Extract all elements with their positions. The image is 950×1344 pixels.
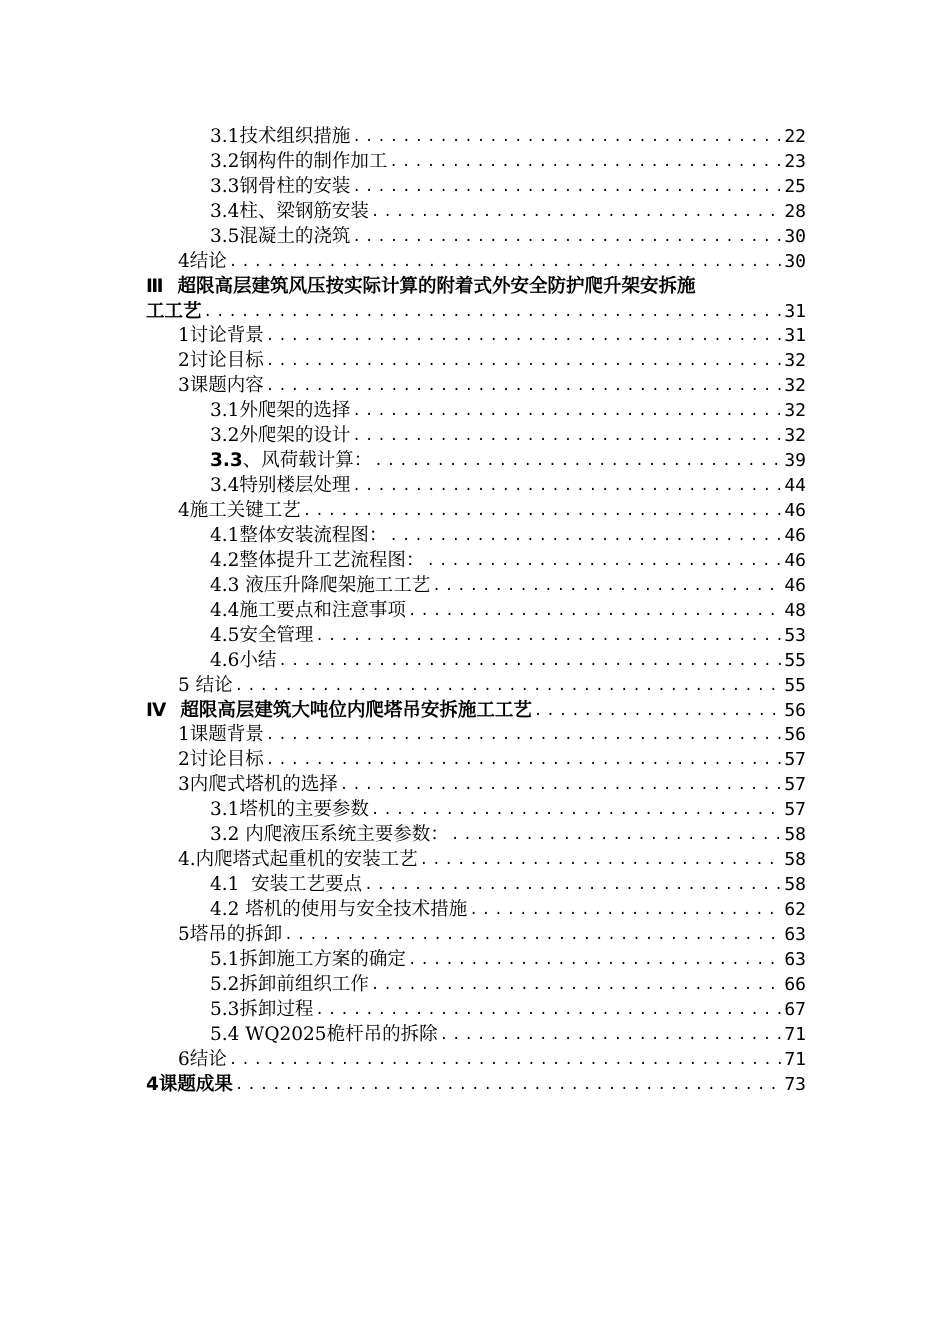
- dot-leader: [278, 649, 782, 673]
- toc-page-number: 58: [784, 874, 806, 896]
- dot-leader: [371, 973, 782, 997]
- toc-entry[interactable]: [146, 548, 806, 573]
- toc-entry-title: 2讨论目标: [178, 749, 264, 771]
- toc-entry-title: 4.4施工要点和注意事项: [210, 599, 406, 621]
- toc-page-number: 25: [784, 175, 806, 197]
- toc-page-number: 31: [784, 300, 806, 322]
- toc-entry-title: 3.4特别楼层处理: [210, 475, 351, 497]
- toc-page-number: 71: [784, 1048, 806, 1070]
- toc-entry-number: 3.3: [210, 450, 243, 472]
- toc-entry[interactable]: [146, 448, 806, 473]
- dot-leader: [432, 574, 782, 598]
- dot-leader: [340, 773, 783, 797]
- toc-page-number: 32: [784, 425, 806, 447]
- toc-entry-title: 4.内爬塔式起重机的安装工艺: [178, 849, 418, 871]
- toc-entry[interactable]: [146, 897, 806, 922]
- toc-entry[interactable]: [146, 124, 806, 149]
- toc-entry-title: 5 结论: [178, 674, 233, 696]
- toc-page-number: 66: [784, 973, 806, 995]
- toc-page-number: 56: [784, 699, 806, 721]
- toc-page-number: 23: [784, 150, 806, 172]
- toc-entry-title: 4.6小结: [210, 649, 277, 671]
- toc-entry[interactable]: [146, 199, 806, 224]
- toc-entry-title: 4.2 塔机的使用与安全技术措施: [210, 899, 468, 920]
- toc-page-number: 46: [784, 500, 806, 521]
- toc-chapter-entry[interactable]: [146, 274, 806, 299]
- toc-entry[interactable]: [146, 573, 806, 598]
- toc-page-number: 57: [784, 774, 806, 796]
- toc-entry-title: 3内爬式塔机的选择: [178, 774, 338, 796]
- toc-entry[interactable]: [146, 498, 806, 523]
- dot-leader: [374, 449, 782, 473]
- toc-entry[interactable]: [146, 648, 806, 673]
- toc-entry[interactable]: [146, 149, 806, 174]
- toc-entry-title: 3.2 内爬液压系统主要参数：: [210, 824, 449, 846]
- toc-page-number: 63: [784, 948, 806, 970]
- dot-leader: [352, 399, 782, 423]
- toc-page-number: 67: [784, 998, 806, 1020]
- toc-page-number: 58: [784, 824, 806, 846]
- toc-page-number: 32: [784, 400, 806, 422]
- dot-leader: [352, 175, 782, 199]
- toc-entry-title: 4.2整体提升工艺流程图：: [210, 549, 425, 571]
- dot-leader: [534, 699, 782, 723]
- toc-page-number: 56: [784, 724, 806, 746]
- toc-page-number: 71: [784, 1023, 806, 1045]
- toc-page-number: 55: [784, 649, 806, 671]
- dot-leader: [420, 848, 783, 872]
- toc-entry[interactable]: [146, 598, 806, 623]
- toc-entry[interactable]: [146, 473, 806, 498]
- toc-entry-title: 4.3 液压升降爬架施工工艺: [210, 574, 431, 596]
- toc-page-number: 53: [784, 624, 806, 646]
- dot-leader: [315, 998, 782, 1022]
- dot-leader: [352, 125, 782, 149]
- toc-chapter-entry[interactable]: [146, 698, 806, 723]
- dot-leader: [229, 1048, 783, 1072]
- toc-entry[interactable]: [146, 772, 806, 797]
- dot-leader: [364, 873, 782, 897]
- toc-entry[interactable]: [146, 1022, 806, 1047]
- toc-entry-title: 3.1技术组织措施: [210, 125, 351, 147]
- chapter-number: Ⅲ: [146, 275, 164, 297]
- table-of-contents: [146, 124, 806, 1097]
- dot-leader: [469, 898, 782, 922]
- dot-leader: [266, 748, 783, 772]
- dot-leader: [426, 549, 782, 573]
- toc-page-number: 28: [784, 200, 806, 222]
- toc-entry[interactable]: [146, 947, 806, 972]
- toc-entry[interactable]: [146, 224, 806, 249]
- toc-entry[interactable]: [146, 797, 806, 822]
- toc-entry-title: 5塔吊的拆卸: [178, 923, 283, 945]
- dot-leader: [352, 225, 782, 249]
- toc-page-number: 58: [784, 849, 806, 871]
- toc-entry[interactable]: [146, 847, 806, 872]
- dot-leader: [352, 474, 782, 498]
- toc-entry[interactable]: [146, 373, 806, 398]
- toc-entry[interactable]: [146, 723, 806, 748]
- toc-entry-title: 超限高层建筑大吨位内爬塔吊安拆施工工艺: [180, 699, 532, 721]
- toc-entry-title: 4课题成果: [146, 1073, 233, 1095]
- toc-page-number: 73: [784, 1073, 806, 1095]
- toc-page-number: 46: [784, 549, 806, 571]
- toc-entry-title: 超限高层建筑风压按实际计算的附着式外安全防护爬升架安拆施: [177, 275, 696, 297]
- toc-entry-continuation[interactable]: [146, 299, 806, 324]
- toc-entry-title: 4.1 安装工艺要点: [210, 874, 363, 896]
- toc-entry-title: 5.1拆卸施工方案的确定: [210, 948, 406, 970]
- toc-entry-title: 3.1塔机的主要参数: [210, 799, 369, 821]
- dot-leader: [389, 150, 782, 174]
- toc-entry-title: 4.1整体安装流程图：: [210, 524, 388, 546]
- toc-entry[interactable]: [146, 249, 806, 274]
- toc-page-number: 22: [784, 125, 806, 147]
- dot-leader: [284, 923, 782, 947]
- toc-entry[interactable]: [146, 822, 806, 847]
- toc-entry[interactable]: [146, 174, 806, 199]
- toc-entry[interactable]: [146, 972, 806, 997]
- toc-entry-title: 5.3拆卸过程: [210, 998, 314, 1020]
- toc-entry-title: 3课题内容: [178, 375, 264, 397]
- toc-entry[interactable]: [146, 423, 806, 448]
- toc-page-number: 32: [784, 350, 806, 372]
- toc-entry-title: 5.2拆卸前组织工作: [210, 973, 369, 995]
- toc-entry-title: 4结论: [178, 250, 227, 272]
- toc-page-number: 57: [784, 749, 806, 771]
- dot-leader: [204, 300, 783, 324]
- toc-entry-title: 3.1外爬架的选择: [210, 400, 351, 422]
- toc-page-number: 55: [784, 674, 806, 696]
- toc-entry-title: 3.5混凝土的浇筑: [210, 225, 351, 247]
- toc-entry[interactable]: [146, 324, 806, 349]
- dot-leader: [371, 200, 782, 224]
- dot-leader: [266, 349, 783, 373]
- toc-page-number: 57: [784, 799, 806, 821]
- toc-page-number: 63: [784, 923, 806, 945]
- dot-leader: [389, 524, 782, 548]
- toc-entry-title: 5.4 WQ2025桅杆吊的拆除: [210, 1023, 438, 1045]
- toc-entry-title: 、风荷载计算：: [242, 450, 373, 472]
- toc-entry[interactable]: [146, 922, 806, 947]
- toc-page-number: 39: [784, 450, 806, 472]
- toc-page-number: 62: [784, 899, 806, 920]
- toc-page-number: 30: [784, 250, 806, 272]
- toc-entry-title: 3.2外爬架的设计: [210, 425, 351, 447]
- dot-leader: [315, 624, 782, 648]
- toc-page-number: 46: [784, 524, 806, 546]
- toc-entry[interactable]: [146, 523, 806, 548]
- dot-leader: [371, 798, 782, 822]
- toc-entry-title: 1课题背景: [178, 724, 264, 746]
- dot-leader: [440, 1023, 783, 1047]
- toc-entry-title: 1讨论背景: [178, 325, 264, 347]
- toc-page-number: 32: [784, 375, 806, 397]
- toc-entry[interactable]: [146, 872, 806, 897]
- dot-leader: [451, 823, 783, 847]
- chapter-number: Ⅳ: [146, 699, 167, 721]
- dot-leader: [303, 499, 783, 523]
- toc-entry-title: 4.5安全管理: [210, 624, 314, 646]
- dot-leader: [266, 324, 783, 348]
- toc-entry-title: 3.2钢构件的制作加工: [210, 150, 388, 172]
- dot-leader: [235, 1073, 782, 1097]
- dot-leader: [408, 599, 782, 623]
- toc-entry-title: 3.4柱、梁钢筋安装: [210, 200, 369, 222]
- toc-entry-title: 2讨论目标: [178, 350, 264, 372]
- toc-entry[interactable]: [146, 997, 806, 1022]
- dot-leader: [266, 374, 783, 398]
- toc-entry[interactable]: [146, 348, 806, 373]
- toc-entry-title: 4施工关键工艺: [178, 500, 301, 521]
- toc-entry-title: 工工艺: [146, 300, 202, 322]
- toc-entry-title: 3.3钢骨柱的安装: [210, 175, 351, 197]
- dot-leader: [229, 250, 783, 274]
- toc-page-number: 30: [784, 225, 806, 247]
- toc-page-number: 31: [784, 325, 806, 347]
- toc-entry-title: 6结论: [178, 1048, 227, 1070]
- dot-leader: [266, 723, 783, 747]
- toc-entry[interactable]: [146, 623, 806, 648]
- dot-leader: [352, 424, 782, 448]
- toc-page-number: 46: [784, 574, 806, 596]
- toc-entry[interactable]: [146, 673, 806, 698]
- toc-page-number: 44: [784, 475, 806, 497]
- toc-entry[interactable]: [146, 1047, 806, 1072]
- toc-entry[interactable]: [146, 398, 806, 423]
- toc-entry[interactable]: [146, 747, 806, 772]
- toc-page-number: 48: [784, 599, 806, 621]
- toc-section-entry[interactable]: [146, 1072, 806, 1097]
- dot-leader: [408, 948, 782, 972]
- dot-leader: [235, 674, 783, 698]
